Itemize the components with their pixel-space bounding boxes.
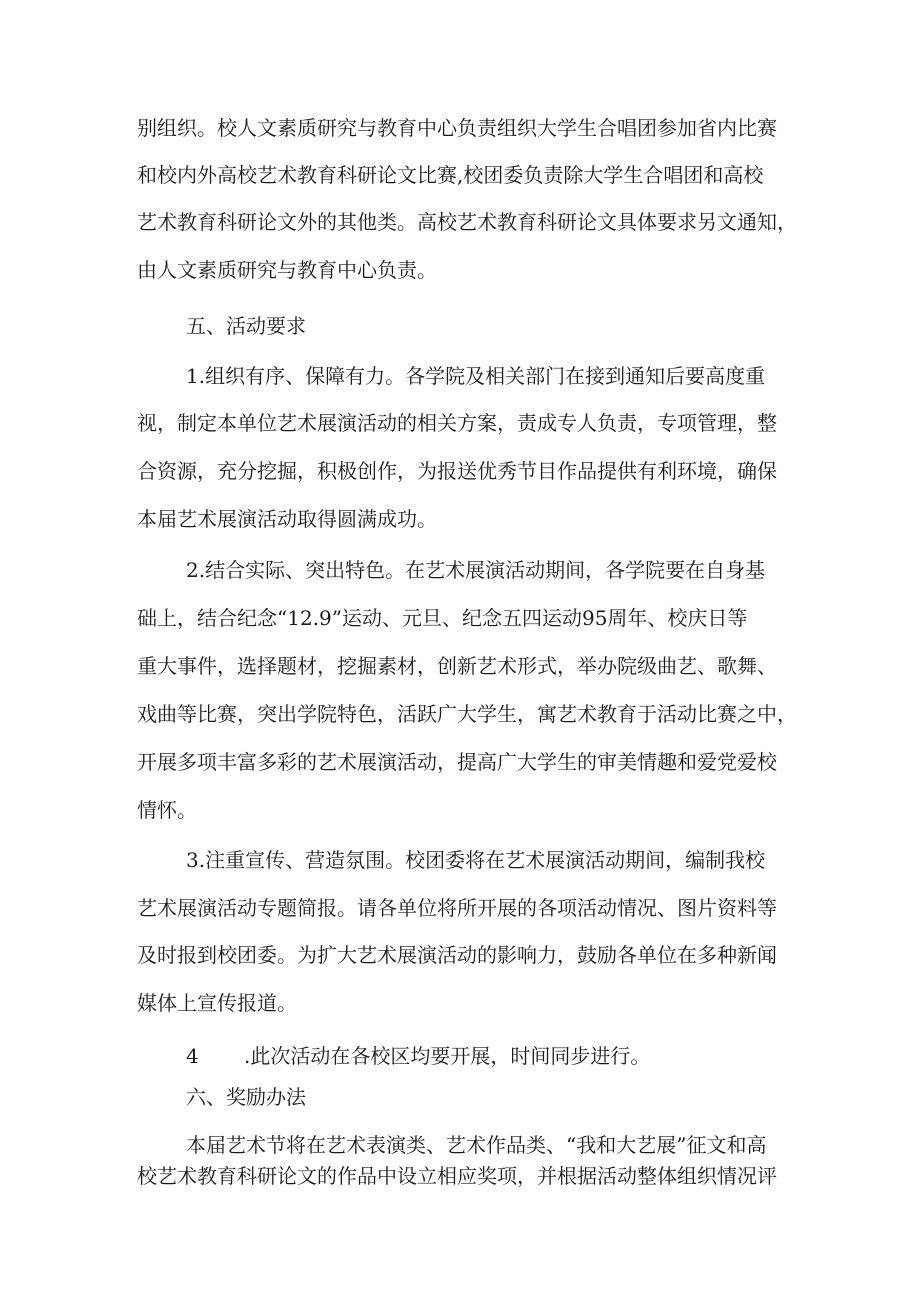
section-heading-5: 五、活动要求 [186,314,306,338]
text-line: 艺术展演活动专题简报。请各单位将所开展的各项活动情况、图片资料等 [137,896,777,920]
text-line: 及时报到校团委。为扩大艺术展演活动的影响力，鼓励各单位在多种新闻 [137,943,777,967]
text-line: 1.组织有序、保障有力。各学院及相关部门在接到通知后要高度重 [186,364,766,388]
text-line: 开展多项丰富多彩的艺术展演活动，提高广大学生的审美情趣和爱党爱校 [137,750,777,774]
text-line: 本届艺术节将在艺术表演类、艺术作品类、“我和大艺展”征文和高 [186,1133,767,1157]
text-line: 戏曲等比赛，突出学院特色，活跃广大学生，寓艺术教育于活动比赛之中， [137,702,797,726]
text-line: 础上，结合纪念“12.9”运动、元旦、纪念五四运动95周年、校庆日等 [137,606,748,630]
text-line: .此次活动在各校区均要开展，时间同步进行。 [244,1044,651,1068]
text-line: 情怀。 [137,798,197,822]
text-line: 合资源，充分挖掘，积极创作，为报送优秀节目作品提供有利环境，确保 [137,459,777,483]
text-line: 重大事件，选择题材，挖掘素材，创新艺术形式，举办院级曲艺、歌舞、 [137,654,777,678]
text-line: 3.注重宣传、营造氛围。校团委将在艺术展演活动期间，编制我校 [186,848,766,872]
item-number: 4 [186,1044,199,1068]
section-heading-6: 六、奖励办法 [186,1085,306,1109]
text-line: 和校内外高校艺术教育科研论文比赛,校团委负责除大学生合唱团和高校 [137,163,764,187]
text-line: 校艺术教育科研论文的作品中设立相应奖项，并根据活动整体组织情况评 [137,1164,777,1188]
text-line: 艺术教育科研论文外的其他类。高校艺术教育科研论文具体要求另文通知， [137,210,797,234]
text-line: 由人文素质研究与教育中心负责。 [137,258,437,282]
text-line: 本届艺术展演活动取得圆满成功。 [137,507,437,531]
text-line: 2.结合实际、突出特色。在艺术展演活动期间，各学院要在自身基 [186,558,766,582]
text-line: 视，制定本单位艺术展演活动的相关方案，责成专人负责，专项管理，整 [137,411,777,435]
text-line: 别组织。校人文素质研究与教育中心负责组织大学生合唱团参加省内比赛 [137,116,777,140]
text-line: 媒体上宣传报道。 [137,991,297,1015]
